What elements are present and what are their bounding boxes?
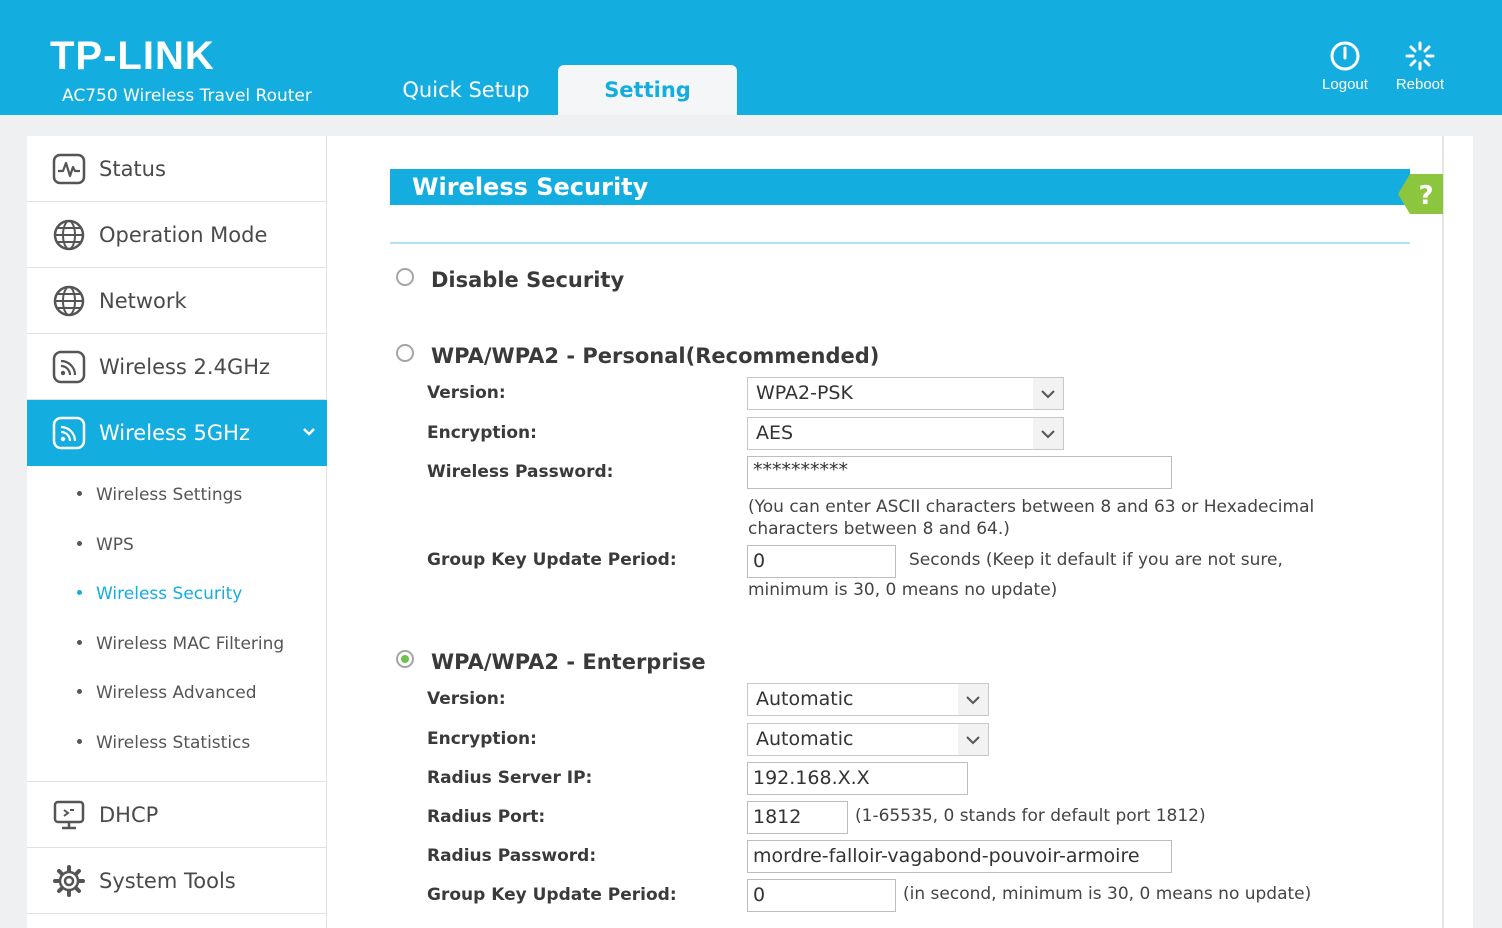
reboot-icon xyxy=(1404,40,1436,72)
subnav-wireless-statistics[interactable]: Wireless Statistics xyxy=(77,733,250,753)
chevron-down-icon xyxy=(1033,418,1063,449)
logout-button[interactable] xyxy=(1310,40,1380,93)
chevron-down-icon xyxy=(301,424,317,444)
content-edge xyxy=(1442,136,1444,928)
subnav-wps[interactable]: WPS xyxy=(77,535,134,555)
monitor-icon xyxy=(51,797,87,833)
logout-label: Logout xyxy=(1322,76,1368,93)
reboot-button[interactable] xyxy=(1385,40,1455,93)
personal-password-label: Wireless Password: xyxy=(427,462,614,482)
power-icon xyxy=(1329,40,1361,72)
subnav-wireless-advanced[interactable]: Wireless Advanced xyxy=(77,683,257,703)
personal-gkup-note-2: minimum is 30, 0 means no update) xyxy=(748,580,1058,600)
personal-encryption-select[interactable]: AES xyxy=(747,417,1064,450)
header-bar xyxy=(0,0,1502,115)
subnav-wireless-security[interactable]: Wireless Security xyxy=(77,584,242,604)
divider xyxy=(390,242,1410,244)
sidebar-item-network[interactable] xyxy=(27,268,327,334)
sidebar-item-label: DHCP xyxy=(99,802,159,827)
sidebar-item-system-tools[interactable] xyxy=(27,848,327,914)
sidebar-item-dhcp[interactable] xyxy=(27,782,327,848)
subnav-wireless-mac-filtering[interactable]: Wireless MAC Filtering xyxy=(77,634,284,654)
personal-gkup-field[interactable]: 0 xyxy=(747,545,896,578)
radius-port-label: Radius Port: xyxy=(427,807,546,827)
gear-icon xyxy=(51,863,87,899)
disable-security-label: Disable Security xyxy=(431,268,625,292)
personal-password-field[interactable]: ********** xyxy=(747,456,1172,489)
wireless-icon xyxy=(51,415,87,451)
subnav-wireless-settings[interactable]: Wireless Settings xyxy=(77,485,242,505)
enterprise-encryption-select[interactable]: Automatic xyxy=(747,723,989,756)
sidebar-item-wireless-24ghz[interactable] xyxy=(27,334,327,400)
help-button[interactable] xyxy=(1398,174,1443,214)
personal-gkup-label: Group Key Update Period: xyxy=(427,550,677,570)
personal-version-label: Version: xyxy=(427,383,506,403)
enterprise-encryption-label: Encryption: xyxy=(427,729,537,749)
logo: TP-LINK xyxy=(50,34,215,78)
personal-version-select[interactable]: WPA2-PSK xyxy=(747,377,1064,410)
radius-ip-label: Radius Server IP: xyxy=(427,768,593,788)
enterprise-version-label: Version: xyxy=(427,689,506,709)
tab-setting[interactable]: Setting xyxy=(558,65,737,115)
reboot-label: Reboot xyxy=(1395,76,1445,93)
enterprise-gkup-field[interactable]: 0 xyxy=(747,879,896,912)
sidebar-item-operation-mode[interactable] xyxy=(27,202,327,268)
radius-password-label: Radius Password: xyxy=(427,846,597,866)
radius-ip-field[interactable]: 192.168.X.X xyxy=(747,762,968,795)
radius-port-note: (1-65535, 0 stands for default port 1812) xyxy=(855,806,1206,826)
sidebar-item-label: Status xyxy=(99,156,166,181)
enterprise-version-select[interactable]: Automatic xyxy=(747,683,989,716)
radius-port-field[interactable]: 1812 xyxy=(747,801,848,834)
chevron-down-icon xyxy=(1033,378,1063,409)
disable-security-radio[interactable] xyxy=(396,268,414,286)
personal-password-note: (You can enter ASCII characters between 8 and 63 or Hexadecimal characters between 8 and 64.) xyxy=(748,497,1315,539)
sidebar-item-label: System Tools xyxy=(99,868,236,893)
personal-encryption-label: Encryption: xyxy=(427,423,537,443)
enterprise-gkup-note: (in second, minimum is 30, 0 means no update) xyxy=(903,884,1312,904)
sidebar-item-label: Network xyxy=(99,288,187,313)
chevron-down-icon xyxy=(958,684,988,715)
page-title-bar xyxy=(390,169,1410,205)
wpa-enterprise-radio[interactable] xyxy=(396,650,414,668)
personal-gkup-note: Seconds (Keep it default if you are not sure, xyxy=(909,550,1283,570)
page-title: Wireless Security xyxy=(412,173,649,201)
sidebar-item-wireless-5ghz[interactable] xyxy=(27,400,327,466)
chevron-down-icon xyxy=(958,724,988,755)
globe-icon xyxy=(51,283,87,319)
wpa-personal-label: WPA/WPA2 - Personal(Recommended) xyxy=(431,344,880,368)
sidebar-item-status[interactable] xyxy=(27,136,327,202)
wpa-personal-radio[interactable] xyxy=(396,344,414,362)
enterprise-gkup-label: Group Key Update Period: xyxy=(427,885,677,905)
wpa-enterprise-label: WPA/WPA2 - Enterprise xyxy=(431,650,706,674)
sidebar-item-label: Operation Mode xyxy=(99,222,268,247)
tab-quick-setup[interactable]: Quick Setup xyxy=(402,78,530,102)
globe-icon xyxy=(51,217,87,253)
sidebar-item-label: Wireless 2.4GHz xyxy=(99,354,271,379)
wireless-icon xyxy=(51,349,87,385)
sidebar xyxy=(27,136,327,928)
radius-password-field[interactable]: mordre-falloir-vagabond-pouvoir-armoire xyxy=(747,840,1172,873)
sidebar-item-label: Wireless 5GHz xyxy=(99,420,250,445)
help-icon: ? xyxy=(1418,181,1434,211)
model-name: AC750 Wireless Travel Router xyxy=(62,86,312,106)
status-icon xyxy=(51,151,87,187)
